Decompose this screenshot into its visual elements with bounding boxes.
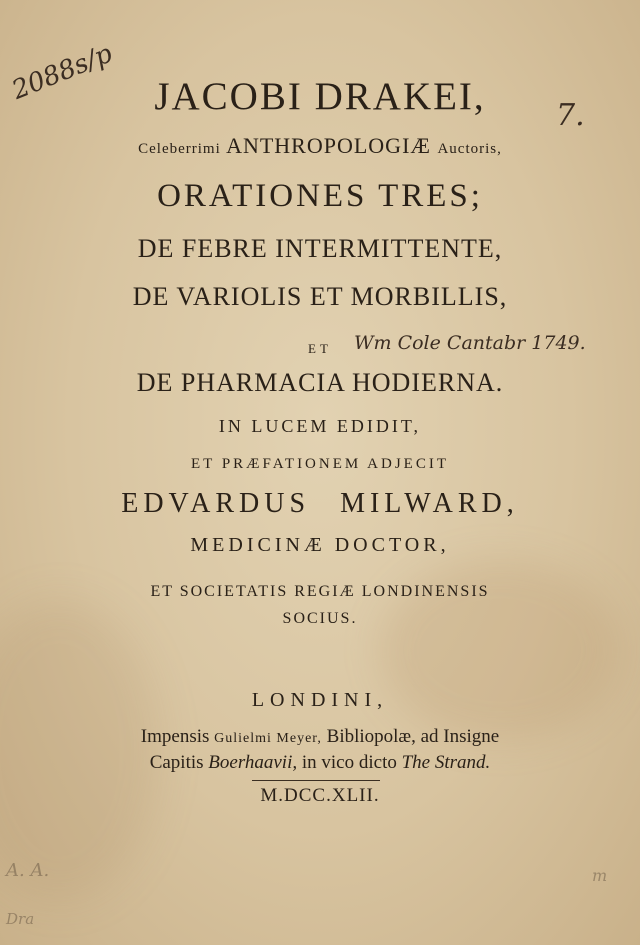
imprint-publisher: Impensis Gulielmi Meyer, Bibliopolæ, ad Insigne	[140, 726, 500, 747]
conjunction: ET	[308, 341, 332, 356]
faint-pencil-mark: m	[592, 866, 608, 885]
oration-3: DE PHARMACIA HODIERNA.	[136, 368, 504, 397]
author-epithet: Celeberrimi ANTHROPOLOGIÆ Auctoris,	[138, 133, 502, 158]
oration-1: DE FEBRE INTERMITTENTE,	[137, 234, 503, 263]
handwritten-number: 7.	[556, 98, 585, 133]
editor-title: MEDICINÆ DOCTOR,	[190, 534, 450, 556]
edited-line: IN LUCEM EDIDIT,	[218, 416, 422, 436]
faint-pencil-mark: Dra	[6, 910, 35, 928]
imprint-rule	[252, 780, 380, 781]
editor-name: EDVARDUS MILWARD,	[121, 488, 519, 519]
society-line: ET SOCIETATIS REGIÆ LONDINENSIS	[150, 583, 490, 600]
paper-stain	[0, 600, 160, 900]
author-name: JACOBI DRAKEI,	[154, 75, 486, 118]
imprint-address: Capitis Boerhaavii, in vico dicto The Strand.	[149, 752, 491, 773]
preface-line: ET PRÆFATIONEM ADJECIT	[191, 456, 449, 472]
handwritten-shelfmark: 2088s/p	[8, 38, 117, 106]
handwritten-owner-inscription: Wm Cole Cantabr 1749.	[354, 332, 586, 354]
imprint-city: LONDINI,	[251, 689, 389, 711]
work-title: ORATIONES TRES;	[157, 178, 483, 214]
imprint-year: M.DCC.XLII.	[260, 785, 380, 806]
society-line-2: SOCIUS.	[282, 610, 358, 627]
oration-2: DE VARIOLIS ET MORBILLIS,	[132, 282, 508, 311]
faint-pencil-mark: A. A.	[6, 860, 50, 881]
